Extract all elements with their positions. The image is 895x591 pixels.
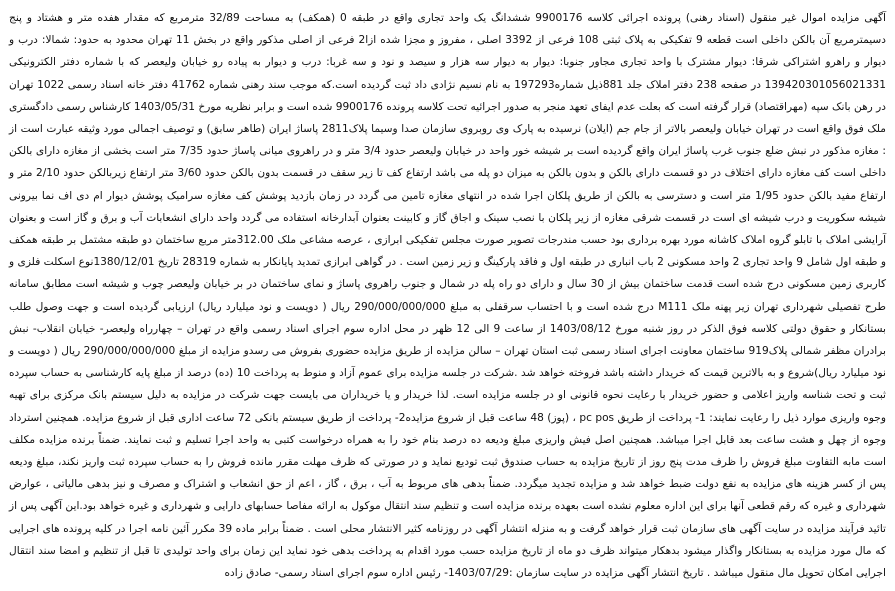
auction-notice-body: آگهی مزایده اموال غیر منقول (اسناد رهنی) پرونده اجرائی کلاسه 9900176 ششدانگ یک واحد تجاری واقع در طبقه 0 (همکف) به مساحت 32/89 مترمربع که مقدار هفده متر و هشتاد و پنج دسیمترمربع آن بالکن داخلی است قطعه 9 تفکیکی به پلاک ثبتی 108 فرعی از 3392 اصلی ، مفروز و مجزا شده ازا2 فرعی از اصلی مذکور واقع در بخش 11 تهران محدود به حدود: شمالا: درب و دیوار و راهرو اشتراکی شرقا: دیوار مشترک با واحد تجاری مجاور جنوبا: دیوار به دیوار سه هزار و سیصد و نود و سه غربا: درب و دیوار به پیاده رو خیابان ولیعصر که با شماره دفتر الکترونیکی 139420301056021331 در صفحه 238 دفتر املاک جلد 881ذیل شماره197293 به نام نسیم نژادی داد ثبت گردیده است.که موجب سند رهنی شماره 41762 دفتر خانه اسناد رسمی 1022 تهران در رهن بانک سپه (مهراقتصاد) قرار گرفته است که بعلت عدم ایفای تعهد منجر به صدور اجرائیه تحت کلاسه پرونده 9900176 شده است و برابر نظریه مورخ 1403/05/31 کارشناس رسمی دادگستری ملک فوق واقع است در تهران خیابان ولیعصر بالاتر از جام جم (ایلان) نرسیده به پارک وی روبروی سازمان صدا وسیما پلاک2811 پاساژ ایران (طاهر سابق) و توصیف اجمالی مورد وثیقه عبارت است از : مغازه مذکور در نبش ضلع جنوب غرب پاساژ ایران واقع گردیده است بر شیشه خور واحد در خیابان ولیعصر حدود 3/4 متر و در راهروی میانی پاساژ حدود 7/35 متر است بخشی از مغازه دارای بالکن داخلی است کف مغازه دارای اختلاف در دو قسمت دارای بالکن و بدون بالکن به میزان دو پله می باشد ارتفاع کف تا زیر سقف در قسمت بدون بالکن حدود 3/60 متر ارتفاع زیربالکن حدود 2/10 متر و ارتفاع مفید بالکن حدود 1/95 متر است و دسترسی به بالکن از طریق پلکان اجرا شده در انتهای مغازه تامین می گردد در زمان بازدید پوشش کف مغازه سرامیک پوشش دیوار ام دی اف نما بیرونی شیشه سکوریت و درب شیشه ای است در قسمت شرقی مغازه از زیر پلکان با نصب سینک و اجاق گاز و کابینت بعنوان آبدارخانه استفاده می گردد واحد دارای انشعابات آب و برق و گاز است و بعنوان آرایشی املاک با تابلو گروه املاک کاشانه مورد بهره برداری بود حسب مندرجات تصویر صورت مجلس تفکیکی ابرازی ، عرصه مشاعی ملک 312.00متر مربع ساختمان دو طبقه مشتمل بر طبقه همکف و طبقه اول شامل 9 واحد تجاری 2 واحد مسکونی 2 باب انباری در طبقه اول و فاقد پارکینگ و زیر زمین است . در گواهی ابرازی تمدید پایانکار به شماره 28319 تاریخ 1380/12/01نوع اسکلت فلزی و کاربری زمین مسکونی درج شده است قدمت ساختمان بیش از 30 سال و دارای دو راه پله در شمال و جنوب راهروی پاساژ و نمای ساختمان در بر خیابان ولیعصر چوب و شیشه است مطابق سامانه طرح تفصیلی شهرداری تهران زیر پهنه ملک M111 درج شده است و با احتساب سرقفلی به مبلغ 290/000/000/000 ریال ( دویست و نود میلیارد ریال) ارزیابی گردیده است و جهت وصول طلب بستانکار و حقوق دولتی کلاسه فوق الذکر در روز شنبه مورخ 1403/08/12 از ساعت 9 الی 12 ظهر در محل اداره سوم اجرای اسناد رسمی واقع در تهران – چهارراه ولیعصر- خیابان انقلاب- نبش برادران مظفر شمالی پلاک919 ساختمان معاونت اجرای اسناد رسمی ثبت استان تهران – سالن مزایده از طریق مزایده حضوری بفروش می رسدو مزایده از مبلغ 290/000/000/000 ریال ( دویست و نود میلیارد ریال)شروع و به بالاترین قیمت که خریدار داشته باشد فروخته خواهد شد .شرکت در جلسه مزایده برای عموم آزاد و منوط به پرداخت 10 (ده) درصد از مبلغ پایه کارشناسی به حساب سپرده ثبت و تحت شناسه واریز اعلامی و حضور خریدار با رعایت نحوه قانونی او در جلسه مزایده است. لذا خریدار و یا خریداران می بایست جهت شرکت در مزایده به دلیل سیستم بانک مرکزی برای تهیه وجوه واریزی موارد ذیل را رعایت نمایند: 1- پرداخت از طریق pc pos ، (پوز) 48 ساعت قبل از شروع مزایده2- پرداخت از طریق سیستم بانکی 72 ساعت اداری قبل از شروع مزایده. همچنین استرداد وجوه از چهل و هشت ساعت بعد قابل اجرا میباشد. همچنین اصل فیش واریزی مبلغ ودیعه ده درصد بنام خود را به همراه درخواست کتبی به واحد اجرا تسلیم و ثبت نمایند. ضمناً برنده مزایده مکلف است مابه التفاوت مبلغ فروش را ظرف مدت پنج روز از تاریخ مزایده به حساب صندوق ثبت تودیع نماید و در صورتی که ظرف مهلت مقرر مانده فروش را به حساب سپرده ثبت واریز نکند، مبلغ ودیعه پس از کسر هزینه های مزایده به نفع دولت ضبط خواهد شد و مزایده تجدید میگردد. ضمناً بدهی های مربوط به آب ، برق ، گاز ، اعم از حق انشعاب و اشتراک و مصرف و نیز بدهی مالیاتی ، عوارض شهرداری و غیره که رقم قطعی آنها برای این اداره معلوم نشده است بعهده برنده مزایده است و تنظیم سند انتقال موکول به ارائه مفاصا حسابهای دارایی و شهرداری و غیره خواهد بود.این آگهی پس از تائید فرآیند مزایده در سایت آگهی های سازمان ثبت قرار خواهد گرفت و به منزله انتشار آگهی در روزنامه کثیر الانتشار محلی است . ضمناً برابر ماده 39 مکرر آئین نامه اجرا در کلیه پرونده های اجرایی که مال مورد مزایده به بستانکار واگذار میشود بدهکار میتواند ظرف دو ماه از تاریخ مزایده حسب مورد اقدام به پرداخت بدهی خود نماید این زمان برای واحد تولیدی تا قبل از تنظیم و امضا سند انتقال اجرایی امکان تحویل مال منقول میباشد . تاریخ انتشار آگهی مزایده در سایت سازمان :1403/07/29- رئیس اداره سوم اجرای اسناد رسمی- صادق زاده bbox=[9, 12, 887, 580]
